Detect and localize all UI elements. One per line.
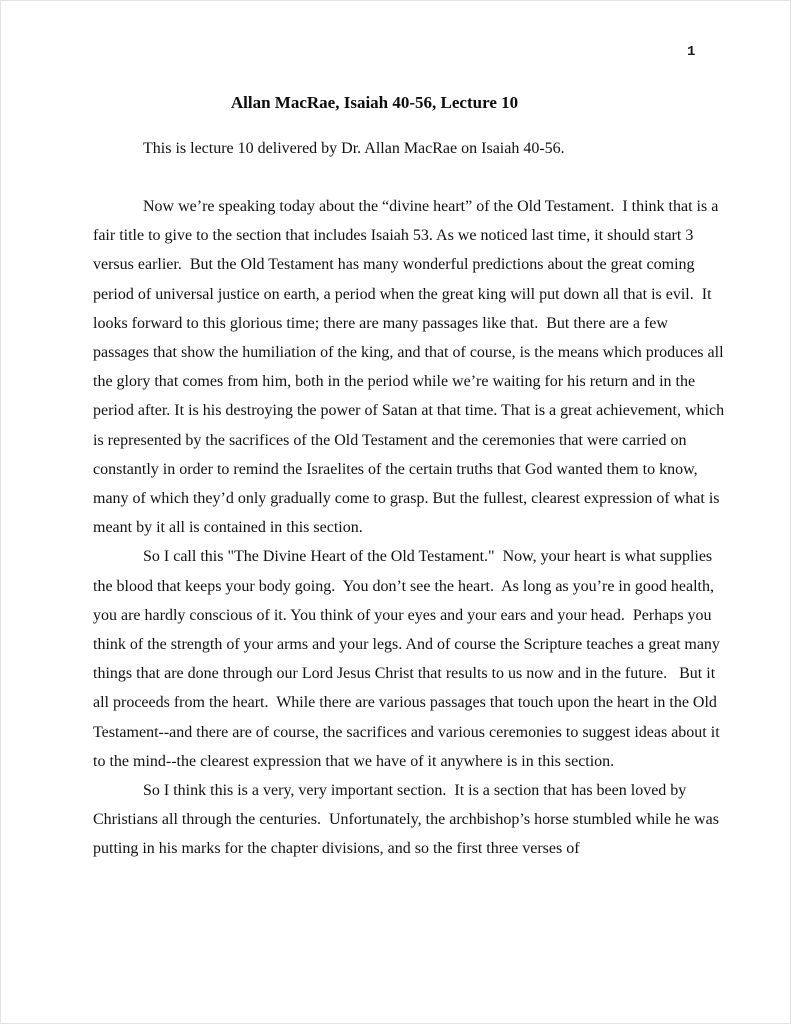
page-number: 1 <box>687 44 696 60</box>
document-title: Allan MacRae, Isaiah 40-56, Lecture 10 <box>230 93 519 112</box>
transcript-paragraph-2: So I call this "The Divine Heart of the Old Testament." Now, your heart is what supplies the blood that keeps your body going. You don’t see the heart. As long as you’re in good health, you are hardly conscious of it. You think of your eyes and your ears and your head. Perhaps you think of the strength of your arms and your legs. And of course the Scripture teaches a great many things that are done through our Lord Jesus Christ that results to us now and in the future. But it all proceeds from the heart. While there are various passages that touch upon the heart in the Old Testament--and there are of course, the sacrifices and various ceremonies to suggest ideas about it to the mind--the clearest expression that we have of it anywhere is in this section. <box>93 548 724 770</box>
lecture-description: This is lecture 10 delivered by Dr. Allan MacRae on Isaiah 40-56. <box>143 140 565 157</box>
transcript-paragraph-1: Now we’re speaking today about the “divine heart” of the Old Testament. I think that is a fair title to give to the section that includes Isaiah 53. As we noticed last time, it should start 3 versus earlier. But the Old Testament has many wonderful predictions about the great coming period of universal justice on earth, a period when the great king will put down all that is evil. It looks forward to this glorious time; there are many passages like that. But there are a few passages that show the humiliation of the king, and that of course, is the means which produces all the glory that comes from him, both in the period while we’re waiting for his return and in the period after. It is his destroying the power of Satan at that time. That is a great achievement, which is represented by the sacrifices of the Old Testament and the ceremonies that were carried on constantly in order to remind the Israelites of the certain truths that God wanted them to know, many of which they’d only gradually come to grasp. But the fullest, clearest expression of what is meant by it all is contained in this section. <box>93 198 729 537</box>
transcript-paragraph-3: So I think this is a very, very important section. It is a section that has been loved by Christians all through the centuries. Unfortunately, the archbishop’s horse stumbled while he was putting in his marks for the chapter divisions, and so the first three verses of <box>93 782 723 858</box>
transcript-body <box>93 192 729 864</box>
